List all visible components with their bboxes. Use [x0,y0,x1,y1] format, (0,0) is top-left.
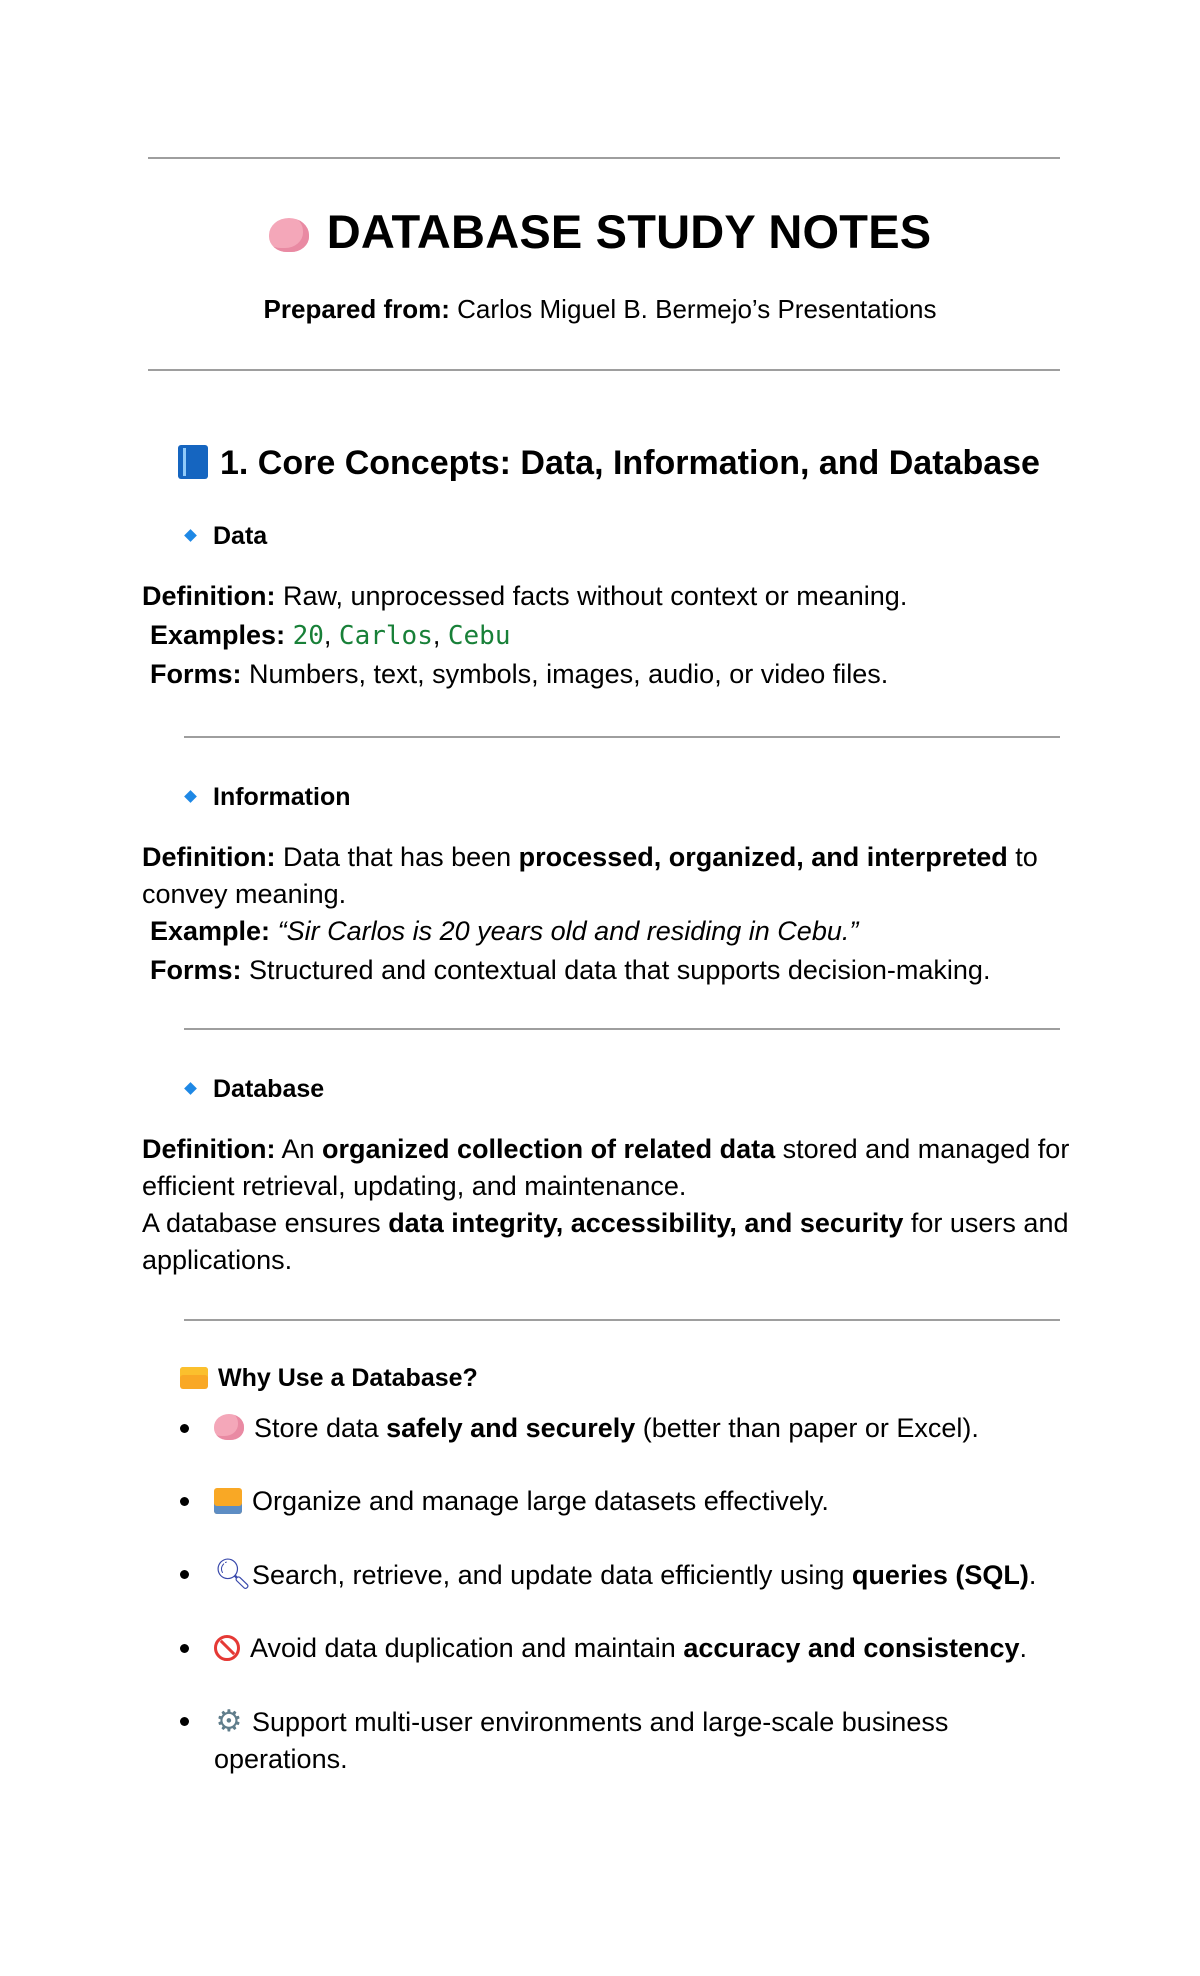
database-heading: Database [186,1075,324,1104]
data-forms: Forms: Numbers, text, symbols, images, audio, or video files. [150,659,889,689]
brain-icon [214,1414,244,1440]
example-code: Cebu [447,621,511,651]
information-forms: Forms: Structured and contextual data that supports decision-making. [150,955,991,985]
list-item: Organize and manage large datasets effectively. [178,1483,1078,1520]
why-list [178,1410,1078,1814]
brain-icon [269,218,309,252]
book-icon [178,445,208,479]
diamond-icon [184,1082,197,1095]
information-heading: Information [186,783,351,812]
list-item: 🔍︎Search, retrieve, and update data efficiently using queries (SQL). [178,1556,1078,1594]
card-index-icon [214,1488,242,1514]
information-example: Example: “Sir Carlos is 20 years old and residing in Cebu.” [150,916,859,946]
page-title: DATABASE STUDY NOTES [0,204,1200,259]
prepared-label: Prepared from: [263,294,450,324]
diamond-icon [184,790,197,803]
data-examples: Examples: 20, Carlos, Cebu [150,620,511,651]
why-heading: Why Use a Database? [180,1364,478,1393]
diamond-icon [184,529,197,542]
prepared-from-line [0,294,1200,325]
database-ensures: A database ensures data integrity, accessibility, and security for users and applications. [142,1208,1069,1275]
section-heading: 1. Core Concepts: Data, Information, and Database [178,444,1040,483]
gear-icon: ⚙ [215,1705,243,1738]
list-item: Avoid data duplication and maintain accuracy and consistency. [178,1630,1078,1667]
information-definition: Definition: Data that has been processed, organized, and interpreted to convey meaning. [142,842,1038,909]
example-code: Carlos [338,621,433,651]
section-divider [184,736,1060,738]
section-divider [184,1319,1060,1321]
top-divider [148,157,1060,159]
section-divider [184,1028,1060,1030]
example-code: 20 [292,621,324,651]
list-item: ⚙ Support multi-user environments and large-scale business operations. [178,1703,1078,1778]
database-definition: Definition: An organized collection of related data stored and managed for efficient retrieval, updating, and maintenance. [142,1134,1070,1201]
prepared-value: Carlos Miguel B. Bermejo’s Presentations [457,294,937,324]
prohibited-icon [214,1635,240,1661]
data-heading: Data [186,522,267,551]
data-definition: Definition: Raw, unprocessed facts without context or meaning. [142,581,908,611]
open-folder-icon [180,1367,208,1389]
magnifier-icon: 🔍︎ [214,1558,253,1591]
header-divider [148,369,1060,371]
list-item: Store data safely and securely (better than paper or Excel). [178,1410,1078,1447]
